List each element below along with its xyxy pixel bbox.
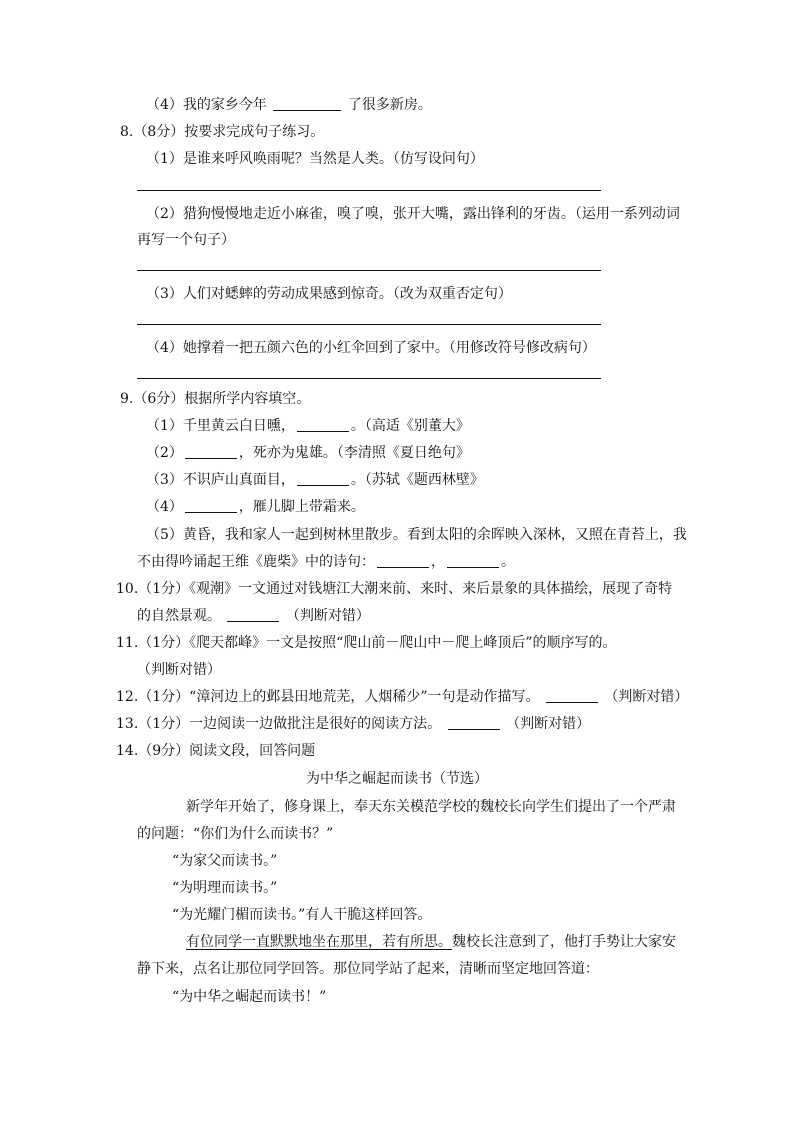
q14-header: 14.（9分）阅读文段，回答问题 bbox=[116, 743, 316, 759]
passage-quote-4: “为中华之崛起而读书！” bbox=[172, 989, 327, 1005]
answer-line[interactable] bbox=[137, 324, 601, 325]
passage-quote-1: “为家父而读书。” bbox=[172, 853, 278, 869]
q8-item-2-cont: 再写一个句子） bbox=[137, 232, 235, 248]
q8-item-2: （2）猎狗慢慢地走近小麻雀，嗅了嗅，张开大嘴，露出锋利的牙齿。（运用一系列动词 bbox=[146, 206, 680, 222]
answer-blank[interactable] bbox=[273, 96, 341, 111]
passage-para-2-cont: 静下来，点名让那位同学回答。那位同学站了起来，清晰而坚定地回答道： bbox=[137, 961, 599, 977]
passage-para-2: 有位同学一直默默地坐在那里，若有所思。魏校长注意到了，他打手势让大家安 bbox=[186, 934, 676, 950]
answer-blank[interactable] bbox=[227, 607, 279, 622]
q11-cont: （判断对错） bbox=[137, 662, 221, 678]
answer-blank[interactable] bbox=[185, 498, 237, 513]
passage-quote-2: “为明理而读书。” bbox=[172, 880, 278, 896]
answer-line[interactable] bbox=[137, 270, 601, 271]
q8-item-3: （3）人们对蟋蟀的劳动成果感到惊奇。（改为双重否定句） bbox=[146, 286, 512, 302]
passage-para-1-cont: 的问题：“你们为什么而读书？” bbox=[137, 826, 334, 842]
answer-blank[interactable] bbox=[297, 417, 349, 432]
q13: 13.（1分）一边阅读一边做批注是很好的阅读方法。 （判断对错） bbox=[116, 716, 591, 732]
answer-blank[interactable] bbox=[448, 715, 500, 730]
passage-title: 为中华之崛起而读书（节选） bbox=[306, 771, 488, 787]
answer-line[interactable] bbox=[137, 190, 601, 191]
passage-quote-3: “为光耀门楣而读书。”有人干脆这样回答。 bbox=[172, 907, 432, 923]
q9-header: 9.（6分）根据所学内容填空。 bbox=[120, 391, 311, 407]
q10: 10.（1分）《观潮》一文通过对钱塘江大潮来前、来时、来后景象的具体描绘，展现了奇特 bbox=[116, 581, 673, 597]
answer-blank[interactable] bbox=[297, 471, 349, 486]
answer-blank[interactable] bbox=[546, 688, 598, 703]
q11: 11.（1分）《爬天都峰》一文是按照“爬山前－爬山中－爬上峰顶后”的顺序写的。 bbox=[116, 635, 617, 651]
q8-item-4: （4）她撑着一把五颜六色的小红伞回到了家中。（用修改符号修改病句） bbox=[146, 340, 596, 356]
underlined-sentence: 有位同学一直默默地坐在那里，若有所思。 bbox=[186, 934, 452, 950]
q7-item-4-text-end: 了很多新房。 bbox=[347, 97, 432, 113]
q8-item-1: （1）是谁来呼风唤雨呢？当然是人类。（仿写设问句） bbox=[146, 151, 484, 167]
q9-item-1: （1）千里黄云白日曛， 。（高适《别董大》 bbox=[146, 418, 470, 434]
q8-header: 8.（8分）按要求完成句子练习。 bbox=[120, 124, 325, 140]
answer-line[interactable] bbox=[137, 378, 601, 379]
passage-para-1: 新学年开始了，修身课上，奉天东关模范学校的魏校长向学生们提出了一个严肃 bbox=[186, 799, 676, 815]
q10-cont: 的自然景观。 （判断对错） bbox=[137, 608, 370, 624]
q9-item-4: （4） ，雁儿脚上带霜来。 bbox=[146, 499, 365, 515]
answer-blank[interactable] bbox=[447, 553, 499, 568]
answer-blank[interactable] bbox=[377, 553, 429, 568]
q9-item-5-cont: 不由得吟诵起王维《鹿柴》中的诗句： ， 。 bbox=[137, 554, 515, 570]
q12: 12.（1分）“漳河边上的邺县田地荒芜，人烟稀少”一句是动作描写。 （判断对错） bbox=[116, 689, 689, 705]
q9-item-3: （3）不识庐山真面目， 。（苏轼《题西林壁》 bbox=[146, 472, 484, 488]
answer-blank[interactable] bbox=[185, 444, 237, 459]
q9-item-2: （2） ，死亦为鬼雄。（李清照《夏日绝句》 bbox=[146, 445, 470, 461]
q7-item-4 bbox=[146, 95, 432, 115]
q7-item-4-text: （4）我的家乡今年 bbox=[146, 97, 267, 113]
q9-item-5: （5）黄昏，我和家人一起到树林里散步。看到太阳的余晖映入深林，又照在青苔上，我 bbox=[146, 527, 687, 543]
